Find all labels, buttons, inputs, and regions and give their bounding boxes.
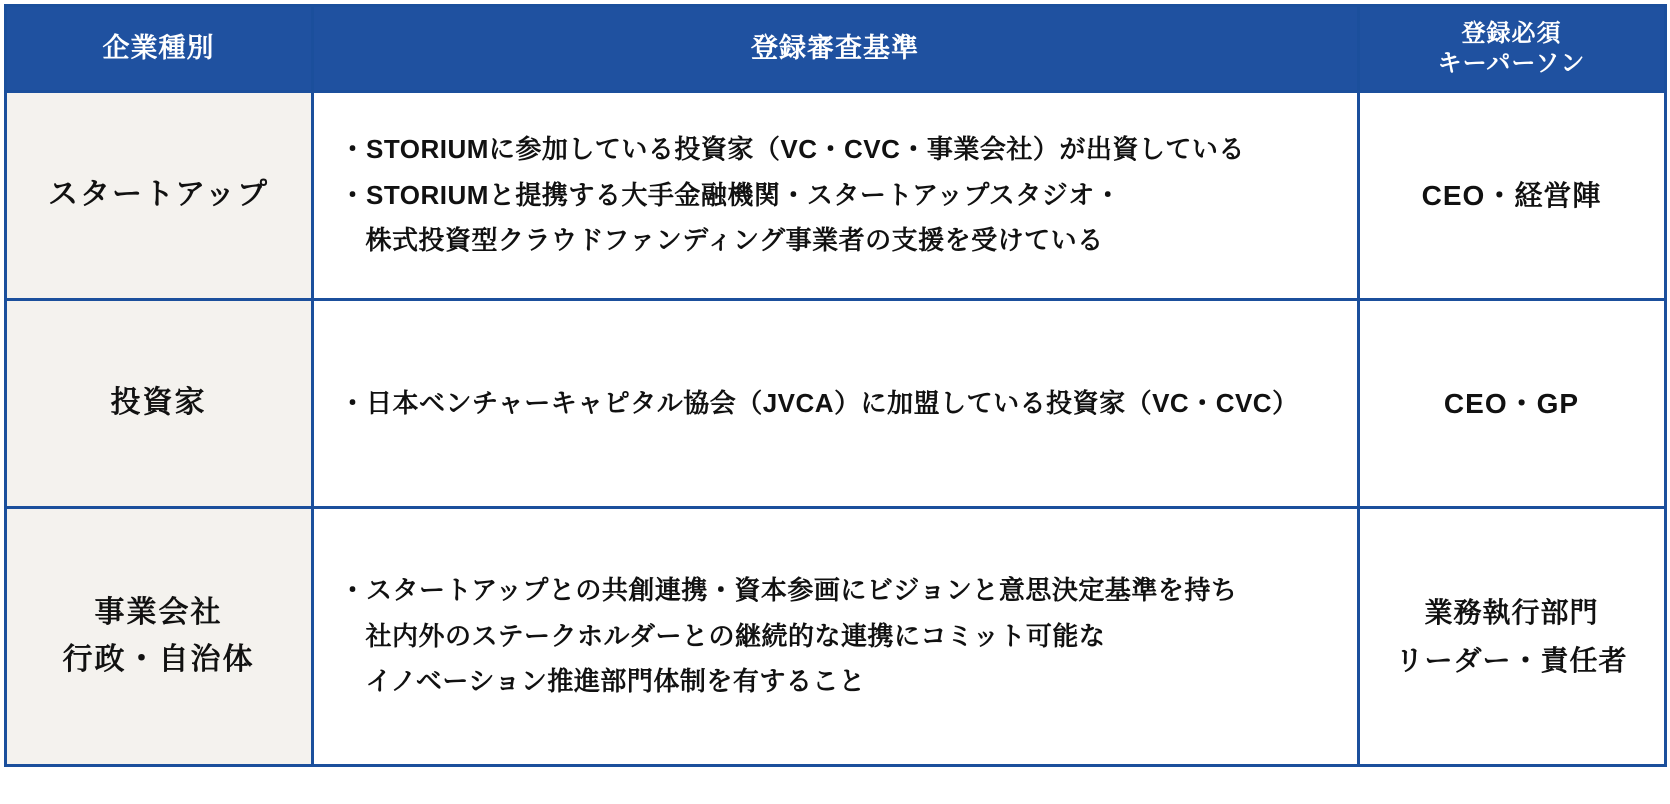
criteria-line: ・スタートアップとの共創連携・資本参画にビジョンと意思決定基準を持ち <box>339 575 1238 606</box>
key-person-label: 業務執行部門 <box>1424 596 1599 628</box>
key-person-cell <box>1358 300 1665 508</box>
key-person-cell <box>1358 92 1665 300</box>
company-type-cell <box>5 300 312 508</box>
company-type-label: 事業会社 <box>94 596 223 629</box>
criteria-line: イノベーション推進部門体制を有すること <box>365 666 866 697</box>
company-type-cell <box>5 92 312 300</box>
table-header-row <box>5 6 1665 92</box>
criteria-line: 株式投資型クラウドファンディング事業者の支援を受けている <box>365 225 1104 256</box>
criteria-line: ・日本ベンチャーキャピタル協会（JVCA）に加盟している投資家（VC・CVC） <box>339 387 1299 418</box>
criteria-line: 社内外のステークホルダーとの継続的な連携にコミット可能な <box>365 620 1106 651</box>
key-person-label: リーダー・責任者 <box>1395 644 1628 676</box>
criteria-line: ・STORIUMと提携する大手金融機関・スタートアップスタジオ・ <box>339 179 1122 210</box>
key-person-label: CEO・経営陣 <box>1421 179 1602 211</box>
table-body <box>5 92 1665 766</box>
company-type-label: 投資家 <box>110 386 207 420</box>
criteria-cell <box>312 300 1358 508</box>
header-key-person-line-1: 登録必須 <box>1461 19 1562 47</box>
criteria-cell <box>312 508 1358 766</box>
criteria-cell <box>312 92 1358 300</box>
header-criteria: 登録審査基準 <box>312 6 1358 92</box>
header-company-type: 企業種別 <box>5 6 312 92</box>
table-header <box>5 6 1665 92</box>
header-key-person-line-2: キーパーソン <box>1437 49 1586 77</box>
key-person-label: CEO・GP <box>1443 387 1580 419</box>
table-row <box>5 92 1665 300</box>
criteria-line: ・STORIUMに参加している投資家（VC・CVC・事業会社）が出資している <box>339 134 1245 165</box>
key-person-cell <box>1358 508 1665 766</box>
company-type-label: スタートアップ <box>48 178 269 212</box>
table-row <box>5 508 1665 766</box>
table-row <box>5 300 1665 508</box>
company-type-label: 行政・自治体 <box>62 642 255 676</box>
header-key-person <box>1358 6 1665 92</box>
registration-criteria-table <box>4 4 1667 767</box>
company-type-cell <box>5 508 312 766</box>
